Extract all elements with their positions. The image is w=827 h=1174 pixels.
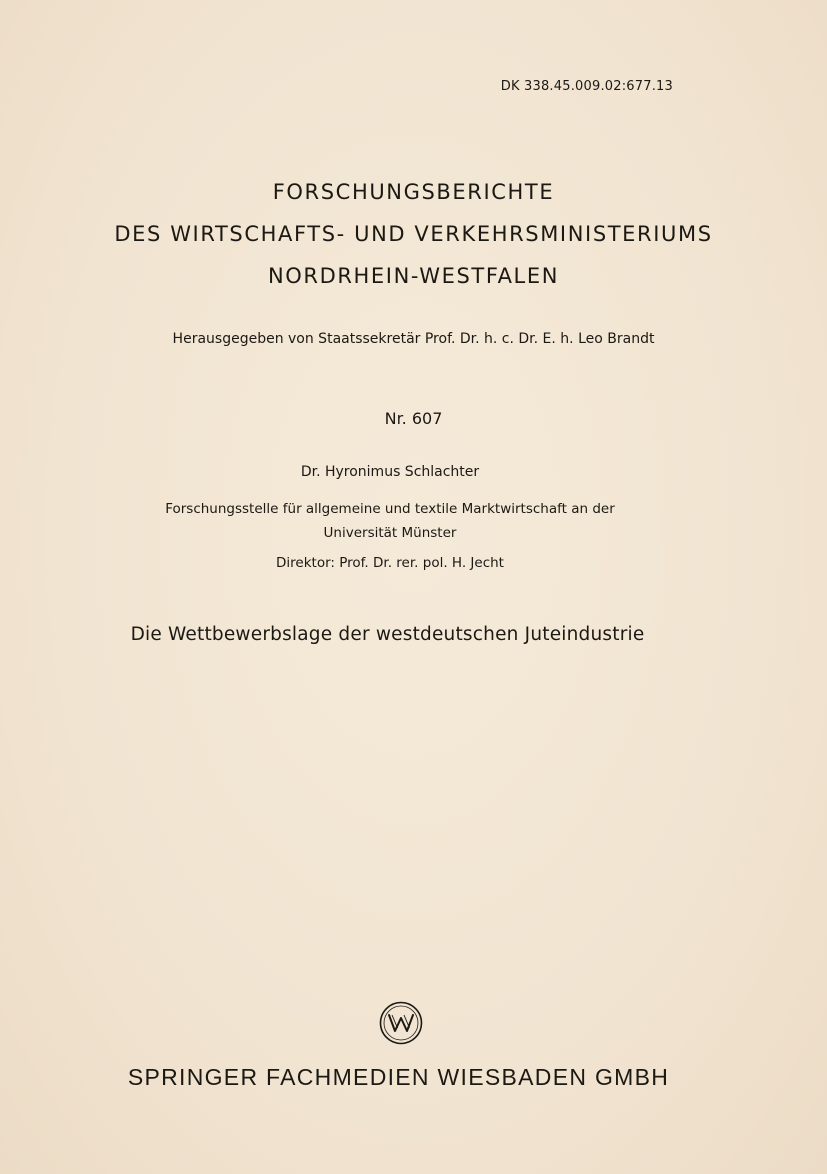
director-line: Direktor: Prof. Dr. rer. pol. H. Jecht xyxy=(276,555,504,571)
institution-line-1: Forschungsstelle für allgemeine und textile Marktwirtschaft an der xyxy=(165,501,615,517)
book-title: Die Wettbewerbslage der westdeutschen Juteindustrie xyxy=(130,624,645,645)
series-title-line-2: DES WIRTSCHAFTS- UND VERKEHRSMINISTERIUMS xyxy=(114,222,713,246)
volume-number: Nr. 607 xyxy=(384,409,443,428)
series-title xyxy=(0,171,827,297)
series-title-line-1: FORSCHUNGSBERICHTE xyxy=(272,180,555,204)
institution xyxy=(0,497,780,545)
institution-line-2: Universität Münster xyxy=(323,525,457,541)
editor-line: Herausgegeben von Staatssekretär Prof. Dr. h. c. Dr. E. h. Leo Brandt xyxy=(172,331,655,347)
publisher-logo-icon xyxy=(378,1000,424,1046)
author-name: Dr. Hyronimus Schlachter xyxy=(300,464,480,480)
publisher-name: SPRINGER FACHMEDIEN WIESBADEN GMBH xyxy=(127,1064,670,1090)
classification-number: DK 338.45.009.02:677.13 xyxy=(500,79,673,94)
series-title-line-3: NORDRHEIN-WESTFALEN xyxy=(267,264,560,288)
